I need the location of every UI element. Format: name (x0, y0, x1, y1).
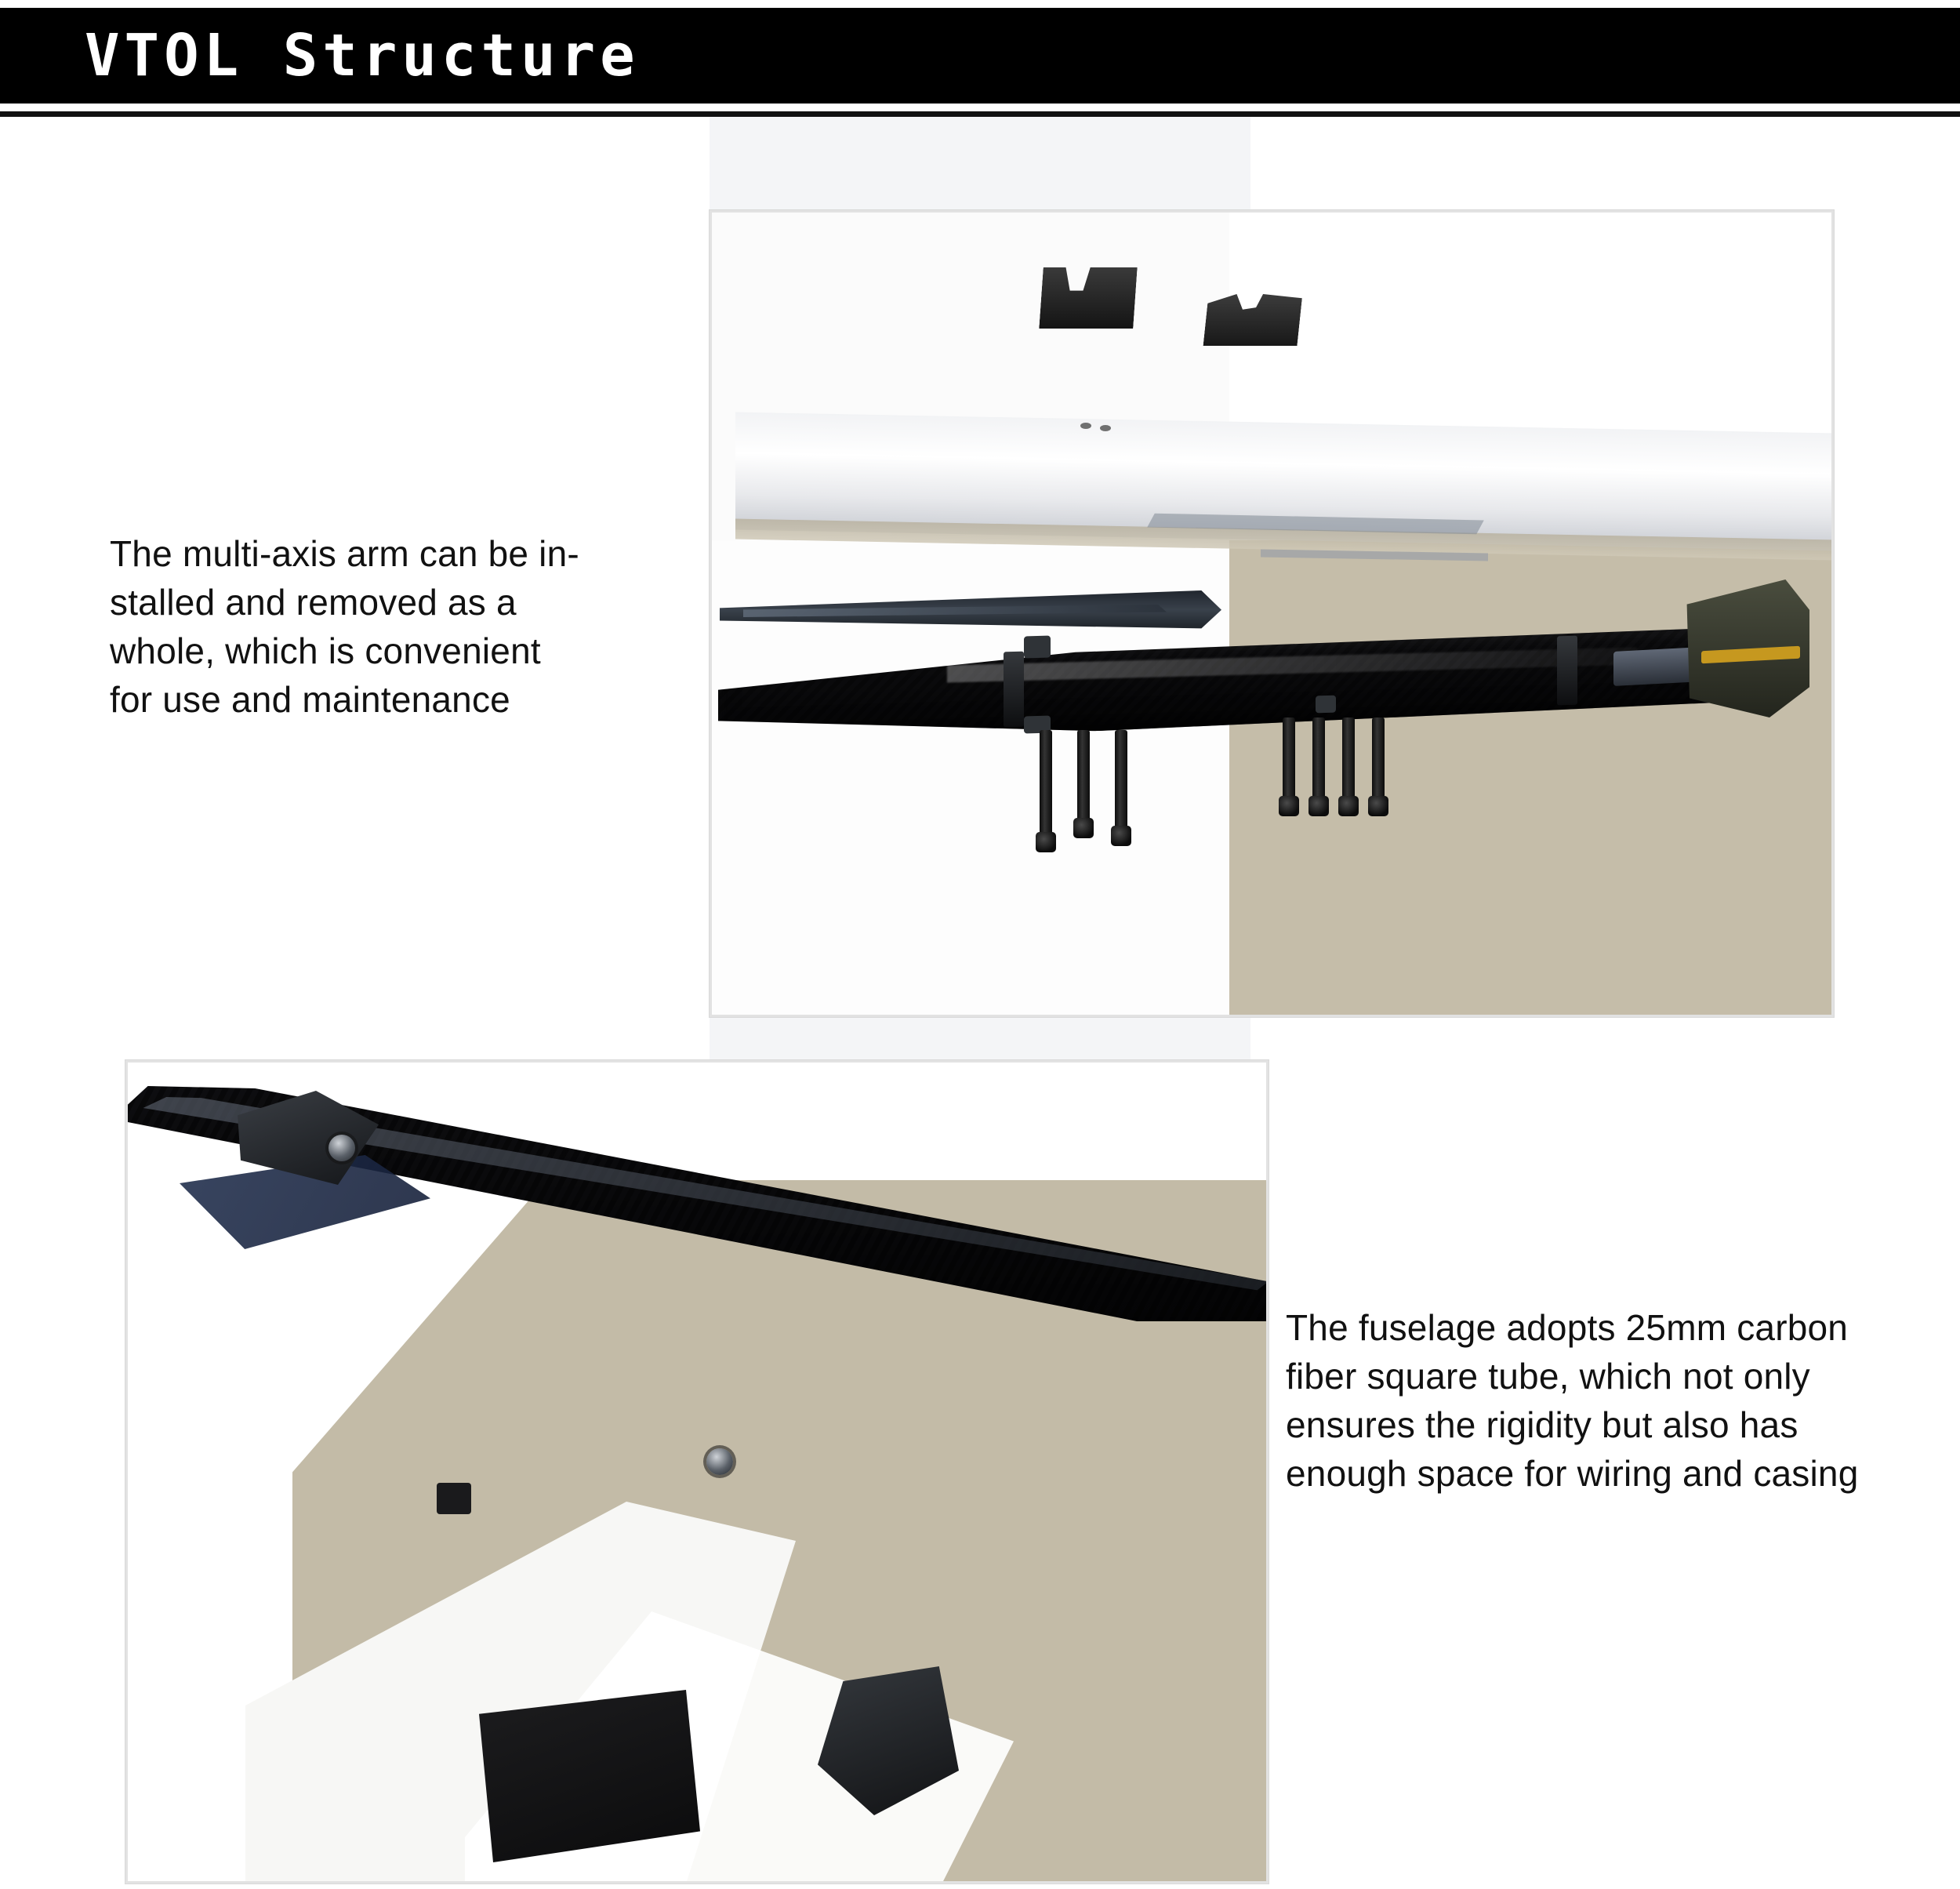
access-cover-plate (465, 1690, 700, 1862)
arm-collar (1004, 652, 1024, 728)
figure-multi-axis-arm (710, 210, 1834, 1017)
caption-line: The fuselage adopts 25mm carbon (1286, 1307, 1849, 1348)
screw-head (1073, 818, 1094, 838)
screw-head (1338, 796, 1359, 816)
caption-line: for use and maintenance (110, 679, 510, 721)
screw-head (1279, 796, 1299, 816)
caption-carbon-square-tube (1286, 1303, 1913, 1498)
caption-line: The multi-axis arm can be in- (110, 533, 579, 574)
clamp-block-small-icon (1203, 294, 1303, 346)
caption-line: ensures the rigidity but also has (1286, 1404, 1798, 1446)
caption-line: fiber square tube, which not only (1286, 1356, 1810, 1397)
caption-line: enough space for wiring and casing (1286, 1453, 1859, 1495)
screw-head (1036, 832, 1056, 852)
caption-multi-axis-arm (110, 529, 682, 724)
fuselage-fastener-dot (1080, 423, 1091, 429)
hinge-bolt (328, 1135, 355, 1161)
tube-tab (437, 1483, 471, 1514)
page-title-bar (0, 8, 1960, 104)
caption-line: stalled and removed as a (110, 582, 517, 623)
fuselage-fastener-dot (1100, 425, 1111, 431)
figure-carbon-square-tube (125, 1060, 1269, 1884)
screw-head (1111, 826, 1131, 846)
arm-clip (1024, 636, 1051, 659)
tube-bolt (706, 1448, 733, 1475)
screw-head (1308, 796, 1329, 816)
screw-shaft (1040, 730, 1052, 846)
caption-line: whole, which is convenient (110, 630, 541, 672)
screw-shaft (1115, 730, 1127, 840)
arm-clip (1316, 696, 1336, 714)
screw-shaft (1077, 730, 1090, 832)
screw-head (1368, 796, 1388, 816)
arm-collar (1557, 636, 1577, 706)
title-rule (0, 111, 1960, 117)
title-underline (0, 104, 1960, 111)
page-title: VTOL Structure (85, 22, 640, 89)
clamp-block-large-icon (1039, 267, 1137, 329)
